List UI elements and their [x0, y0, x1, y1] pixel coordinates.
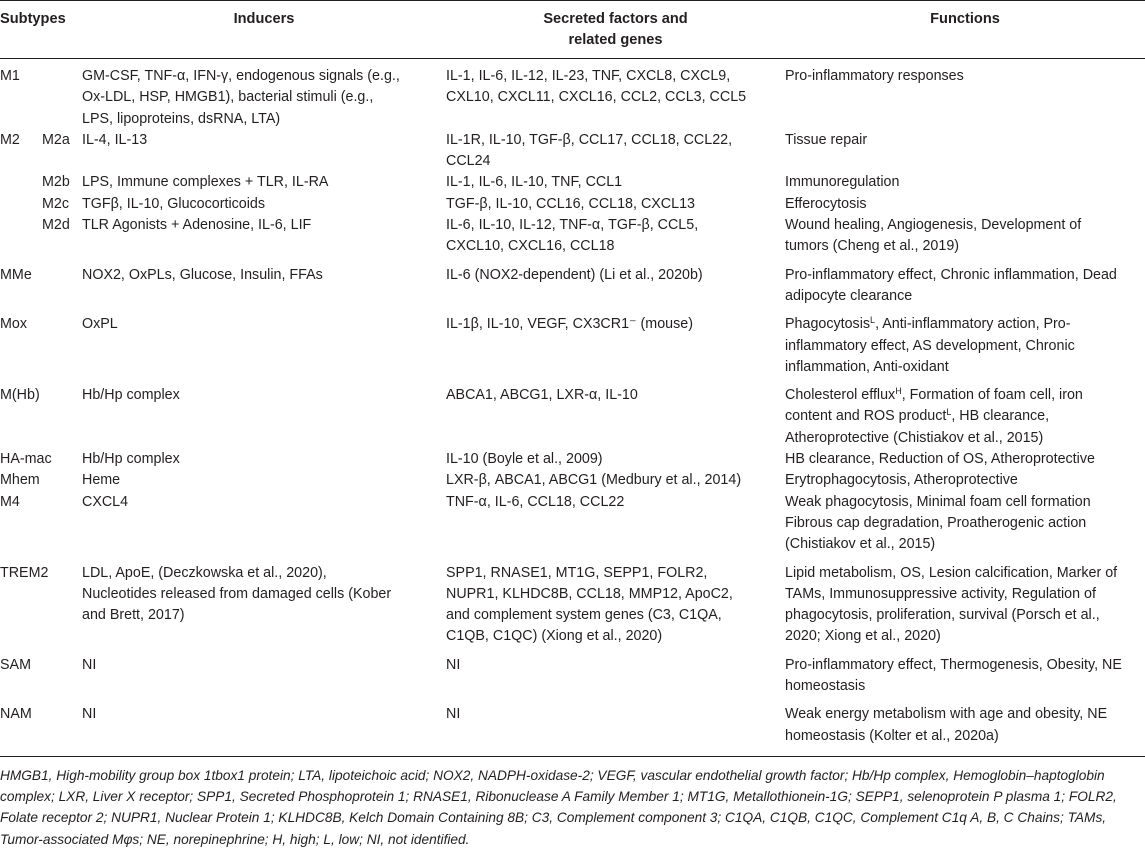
level-superscript: H	[895, 386, 902, 397]
cell-inducers	[82, 648, 446, 698]
cell-secreted	[446, 492, 785, 556]
cell-secreted	[446, 556, 785, 648]
cell-subtype	[0, 130, 42, 173]
cell-functions-line	[785, 704, 1139, 725]
cell-functions-line	[785, 449, 1139, 470]
function-text: inflammatory effect, AS development, Chronic	[785, 337, 1075, 354]
cell-subtype	[0, 59, 82, 130]
function-text: Fibrous cap degradation, Proatherogenic action	[785, 514, 1087, 531]
cell-inducers-line: Nucleotides released from damaged cells (Kober	[82, 585, 392, 602]
function-text-rest: , Formation of foam cell, iron	[901, 387, 1083, 404]
cell-functions-line	[785, 428, 1139, 449]
cell-functions-line	[785, 676, 1139, 697]
subtype-label: Mox	[0, 316, 28, 333]
cell-functions-line	[785, 655, 1139, 676]
subtype-variant-label: M2b	[42, 174, 70, 191]
cell-inducers-line: LPS, lipoproteins, dsRNA, LTA)	[82, 110, 281, 127]
table-body	[0, 59, 1145, 757]
footnote-line: Tumor-associated Mφs; NE, norepinephrine; H, high; L, low; NI, not identified.	[0, 831, 470, 847]
cell-subtype	[0, 378, 82, 449]
cell-inducers	[82, 378, 446, 449]
level-superscript: L	[946, 407, 952, 418]
cell-subtype	[0, 556, 82, 648]
cell-functions	[785, 258, 1145, 308]
function-text: Pro-inflammatory effect, Thermogenesis, Obesity, NE	[785, 656, 1122, 673]
function-text: Tissue repair	[785, 131, 868, 148]
cell-inducers-line: CXCL4	[82, 493, 129, 510]
cell-functions	[785, 648, 1145, 698]
table-row	[0, 194, 1145, 215]
cell-secreted	[446, 194, 785, 215]
function-text: tumors (Cheng et al., 2019)	[785, 238, 960, 255]
cell-functions-line	[785, 357, 1139, 378]
function-text: Weak phagocytosis, Minimal foam cell formation	[785, 493, 1091, 510]
cell-subtype	[0, 492, 82, 556]
cell-subtype	[0, 648, 82, 698]
cell-functions-line	[785, 265, 1139, 286]
cell-functions-line	[785, 286, 1139, 307]
table-footnote	[0, 757, 1145, 850]
cell-functions	[785, 378, 1145, 449]
cell-secreted-line: IL-1R, IL-10, TGF-β, CCL17, CCL18, CCL22,	[446, 131, 733, 148]
function-text: (Chistiakov et al., 2015)	[785, 536, 936, 553]
cell-inducers	[82, 172, 446, 193]
cell-inducers-line: IL-4, IL-13	[82, 131, 148, 148]
cell-secreted-line: TGF-β, IL-10, CCL16, CCL18, CXCL13	[446, 195, 695, 212]
function-text: Phagocytosis	[785, 316, 871, 333]
cell-secreted-line: IL-6, IL-10, IL-12, TNF-α, TGF-β, CCL5,	[446, 217, 699, 234]
cell-secreted-line: CXCL10, CXCL16, CCL18	[446, 238, 615, 255]
table-row	[0, 648, 1145, 698]
subtype-label: NAM	[0, 706, 32, 723]
cell-secreted	[446, 697, 785, 756]
function-text: adipocyte clearance	[785, 287, 913, 304]
cell-secreted	[446, 215, 785, 258]
function-text: Immunoregulation	[785, 174, 900, 191]
cell-functions	[785, 215, 1145, 258]
cell-inducers-line: Hb/Hp complex	[82, 451, 180, 468]
subtype-label: M2	[0, 131, 20, 148]
table-row	[0, 492, 1145, 556]
subtype-label: TREM2	[0, 564, 49, 581]
cell-functions-line	[785, 172, 1139, 193]
cell-functions	[785, 130, 1145, 173]
cell-secreted-line: and complement system genes (C3, C1QA,	[446, 607, 722, 624]
cell-secreted-line: C1QB, C1QC) (Xiong et al., 2020)	[446, 628, 663, 645]
function-text: inflammation, Anti-oxidant	[785, 358, 949, 375]
cell-functions-line	[785, 194, 1139, 215]
table-row	[0, 130, 1145, 173]
cell-inducers-line: NI	[82, 706, 97, 723]
cell-functions-line	[785, 385, 1139, 406]
cell-inducers	[82, 556, 446, 648]
cell-inducers-line: LPS, Immune complexes + TLR, IL-RA	[82, 174, 329, 191]
function-text-rest: , Anti-inflammatory action, Pro-	[875, 316, 1071, 333]
cell-subtype-variant	[42, 130, 82, 173]
cell-inducers-line: TGFβ, IL-10, Glucocorticoids	[82, 195, 266, 212]
function-text: Wound healing, Angiogenesis, Development of	[785, 217, 1082, 234]
table-row	[0, 59, 1145, 130]
function-text: Erytrophagocytosis, Atheroprotective	[785, 472, 1018, 489]
cell-secreted-line: LXR-β, ABCA1, ABCG1 (Medbury et al., 2014)	[446, 472, 742, 489]
cell-subtype	[0, 194, 42, 215]
cell-secreted	[446, 307, 785, 378]
cell-subtype-variant	[42, 215, 82, 258]
level-superscript: L	[870, 315, 876, 326]
cell-inducers	[82, 59, 446, 130]
function-text: phagocytosis, proliferation, survival (Porsch et al.,	[785, 607, 1100, 624]
cell-functions	[785, 697, 1145, 756]
cell-secreted	[446, 449, 785, 470]
function-text: Lipid metabolism, OS, Lesion calcification, Marker of	[785, 564, 1118, 581]
cell-secreted-line: ABCA1, ABCG1, LXR-α, IL-10	[446, 387, 638, 404]
cell-inducers-line: Heme	[82, 472, 121, 489]
header-inducers: Inducers	[82, 1, 446, 59]
subtype-variant-label: M2a	[42, 131, 70, 148]
cell-functions	[785, 307, 1145, 378]
cell-functions-line	[785, 563, 1139, 584]
subtype-label: M(Hb)	[0, 387, 40, 404]
cell-inducers	[82, 215, 446, 258]
cell-secreted-line: IL-1, IL-6, IL-10, TNF, CCL1	[446, 174, 623, 191]
cell-secreted	[446, 59, 785, 130]
cell-subtype-variant	[42, 172, 82, 193]
function-text: homeostasis (Kolter et al., 2020a)	[785, 727, 999, 744]
cell-functions	[785, 59, 1145, 130]
cell-functions-line	[785, 406, 1139, 427]
cell-secreted-line: SPP1, RNASE1, MT1G, SEPP1, FOLR2,	[446, 564, 708, 581]
subtype-label: HA-mac	[0, 451, 52, 468]
cell-inducers-line: Ox-LDL, HSP, HMGB1), bacterial stimuli (e.g.,	[82, 89, 374, 106]
function-text: TAMs, Immunosuppressive activity, Regulation of	[785, 585, 1096, 602]
function-text: HB clearance, Reduction of OS, Atheroprotective	[785, 451, 1095, 468]
cell-inducers	[82, 307, 446, 378]
cell-secreted-line: NI	[446, 656, 461, 673]
cell-functions-line	[785, 605, 1139, 626]
cell-subtype	[0, 172, 42, 193]
subtype-variant-label: M2c	[42, 195, 70, 212]
cell-functions	[785, 172, 1145, 193]
function-text: Weak energy metabolism with age and obesity, NE	[785, 706, 1108, 723]
table-row	[0, 378, 1145, 449]
table-row	[0, 215, 1145, 258]
cell-functions-line	[785, 336, 1139, 357]
cell-secreted-line: NI	[446, 706, 461, 723]
footnote-line: complex; LXR, Liver X receptor; SPP1, Secreted Phosphoprotein 1; RNASE1, Ribonuclease A Family Member 1; MT1G, Metallothionein-1G; SEPP1, selenoprotein P plasma 1; FOLR2,	[0, 789, 1117, 805]
cell-secreted	[446, 378, 785, 449]
cell-functions-line	[785, 470, 1139, 491]
header-functions: Functions	[785, 1, 1145, 59]
header-secreted-line1: Secreted factors and	[543, 11, 688, 27]
cell-secreted	[446, 470, 785, 491]
cell-subtype-variant	[42, 194, 82, 215]
table-row	[0, 556, 1145, 648]
cell-functions-line	[785, 314, 1139, 335]
cell-functions	[785, 556, 1145, 648]
subtype-label: MMe	[0, 266, 32, 283]
function-text: Atheroprotective (Chistiakov et al., 2015)	[785, 429, 1044, 446]
header-secreted-line2: related genes	[568, 32, 663, 48]
subtype-label: SAM	[0, 656, 31, 673]
header-row	[0, 1, 1145, 59]
table-row	[0, 449, 1145, 470]
cell-functions	[785, 194, 1145, 215]
cell-subtype	[0, 307, 82, 378]
cell-inducers-line: OxPL	[82, 316, 118, 333]
cell-functions-line	[785, 534, 1139, 555]
cell-inducers-line: GM-CSF, TNF-α, IFN-γ, endogenous signals (e.g.,	[82, 68, 400, 84]
cell-secreted	[446, 648, 785, 698]
subtype-label: M1	[0, 68, 20, 84]
cell-inducers	[82, 194, 446, 215]
subtype-label: Mhem	[0, 472, 40, 489]
cell-subtype	[0, 697, 82, 756]
cell-inducers-line: and Brett, 2017)	[82, 607, 185, 624]
cell-inducers-line: Hb/Hp complex	[82, 387, 180, 404]
table-row	[0, 697, 1145, 756]
cell-secreted-line: IL-1β, IL-10, VEGF, CX3CR1⁻ (mouse)	[446, 316, 693, 333]
cell-inducers	[82, 697, 446, 756]
cell-secreted-line: CCL24	[446, 153, 491, 170]
function-text: 2020; Xiong et al., 2020)	[785, 628, 941, 645]
table-row	[0, 258, 1145, 308]
cell-functions-line	[785, 66, 1139, 87]
header-secreted	[446, 1, 785, 59]
function-text: Pro-inflammatory effect, Chronic inflammation, Dead	[785, 266, 1117, 283]
cell-functions	[785, 449, 1145, 470]
cell-functions-line	[785, 215, 1139, 236]
cell-secreted	[446, 258, 785, 308]
footnote-line: HMGB1, High-mobility group box 1tbox1 protein; LTA, lipoteichoic acid; NOX2, NADPH-oxidase-2; VEGF, vascular endothelial growth factor; Hb/Hp complex, Hemoglobin–haptoglobin	[0, 767, 1105, 783]
cell-functions-line	[785, 236, 1139, 257]
cell-inducers-line: TLR Agonists + Adenosine, IL-6, LIF	[82, 217, 312, 234]
cell-secreted-line: IL-6 (NOX2-dependent) (Li et al., 2020b)	[446, 266, 703, 283]
cell-inducers-line: NOX2, OxPLs, Glucose, Insulin, FFAs	[82, 266, 323, 283]
cell-subtype	[0, 215, 42, 258]
cell-inducers	[82, 449, 446, 470]
function-text-rest: , HB clearance,	[951, 408, 1050, 425]
function-text: Efferocytosis	[785, 195, 867, 212]
cell-inducers	[82, 492, 446, 556]
cell-inducers	[82, 470, 446, 491]
subtype-label: M4	[0, 493, 20, 510]
function-text: homeostasis	[785, 678, 866, 695]
cell-subtype	[0, 470, 82, 491]
cell-secreted-line: NUPR1, KLHDC8B, CCL18, MMP12, ApoC2,	[446, 585, 733, 602]
cell-secreted-line: TNF-α, IL-6, CCL18, CCL22	[446, 493, 625, 510]
cell-functions-line	[785, 492, 1139, 513]
subtype-variant-label: M2d	[42, 217, 70, 234]
cell-functions	[785, 492, 1145, 556]
cell-functions	[785, 470, 1145, 491]
header-subtypes: Subtypes	[0, 1, 82, 59]
cell-secreted	[446, 130, 785, 173]
table-row	[0, 470, 1145, 491]
cell-functions-line	[785, 726, 1139, 747]
table-row	[0, 172, 1145, 193]
function-text: Pro-inflammatory responses	[785, 68, 964, 84]
cell-inducers-line: NI	[82, 656, 97, 673]
cell-subtype	[0, 449, 82, 470]
cell-inducers	[82, 130, 446, 173]
function-text: content and ROS product	[785, 408, 947, 425]
cell-inducers-line: LDL, ApoE, (Deczkowska et al., 2020),	[82, 564, 327, 581]
cell-secreted-line: IL-1, IL-6, IL-12, IL-23, TNF, CXCL8, CXCL9,	[446, 68, 731, 84]
cell-functions-line	[785, 513, 1139, 534]
cell-secreted-line: CXL10, CXCL11, CXCL16, CCL2, CCL3, CCL5	[446, 89, 747, 106]
function-text: Cholesterol efflux	[785, 387, 896, 404]
cell-subtype	[0, 258, 82, 308]
cell-secreted-line: IL-10 (Boyle et al., 2009)	[446, 451, 603, 468]
cell-inducers	[82, 258, 446, 308]
cell-functions-line	[785, 130, 1139, 151]
footnote-line: Folate receptor 2; NUPR1, Nuclear Protein 1; KLHDC8B, Kelch Domain Containing 8B; C3, Complement component 3; C1QA, C1QB, C1QC, Complement C1q A, B, C Chains; TAMs,	[0, 810, 1107, 826]
table-row	[0, 307, 1145, 378]
cell-functions-line	[785, 584, 1139, 605]
cell-functions-line	[785, 626, 1139, 647]
cell-secreted	[446, 172, 785, 193]
